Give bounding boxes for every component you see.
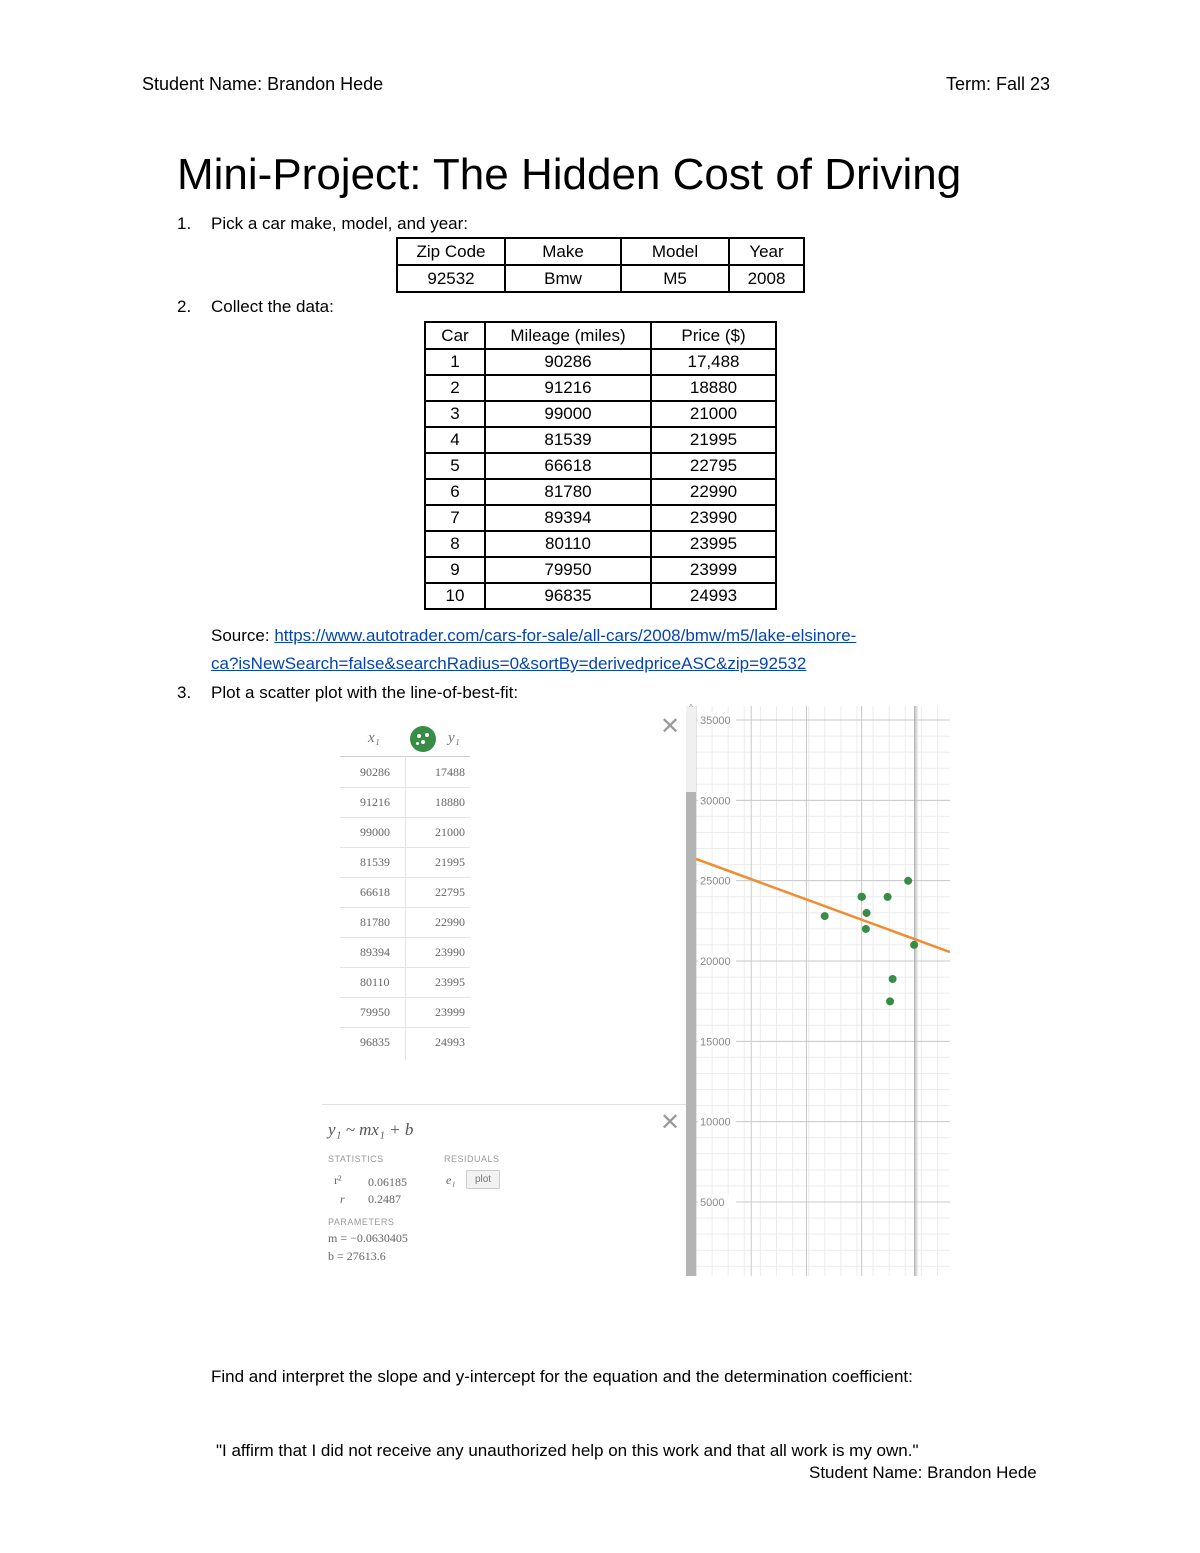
source-label: Source: bbox=[211, 626, 270, 645]
affirmation-statement: "I affirm that I did not receive any unauthorized help on this work and that all work is my own." bbox=[216, 1441, 919, 1460]
data-header: Price ($) bbox=[651, 322, 776, 349]
data-header: Mileage (miles) bbox=[485, 322, 651, 349]
scrollbar-thumb[interactable] bbox=[686, 792, 696, 1276]
point-style-icon[interactable] bbox=[410, 726, 436, 752]
desmos-table-row[interactable]: 90286 17488 bbox=[340, 757, 470, 788]
table-row bbox=[425, 531, 776, 557]
x-column-header: x₁ bbox=[368, 730, 380, 746]
source-line-1 bbox=[211, 626, 856, 646]
source-line-2 bbox=[211, 654, 806, 674]
table-row bbox=[425, 427, 776, 453]
mileage-cell: 99000 bbox=[485, 401, 651, 427]
desmos-table-row[interactable]: 81780 22990 bbox=[340, 907, 470, 938]
table-row bbox=[425, 583, 776, 609]
table-row bbox=[425, 401, 776, 427]
desmos-table-row[interactable]: 91216 18880 bbox=[340, 787, 470, 818]
table-row bbox=[425, 349, 776, 375]
regression-formula[interactable]: y₁ ~ mx₁ + b bbox=[328, 1120, 414, 1139]
car-cell: 7 bbox=[425, 505, 485, 531]
car-info-header: Make bbox=[505, 238, 621, 265]
step-1 bbox=[177, 214, 468, 234]
price-cell: 24993 bbox=[651, 583, 776, 609]
car-info-table bbox=[396, 237, 805, 293]
price-cell: 23990 bbox=[651, 505, 776, 531]
desmos-table-row[interactable]: 81539 21995 bbox=[340, 847, 470, 878]
car-info-header: Zip Code bbox=[397, 238, 505, 265]
y-tick-label: 15000 bbox=[700, 1036, 731, 1049]
car-cell: 1 bbox=[425, 349, 485, 375]
price-cell: 22795 bbox=[651, 453, 776, 479]
expression-divider bbox=[322, 1104, 686, 1105]
step-2-label: Collect the data: bbox=[211, 297, 334, 316]
data-point bbox=[886, 997, 894, 1005]
close-table-icon[interactable]: ✕ bbox=[660, 713, 681, 740]
parameters-label: PARAMETERS bbox=[328, 1217, 395, 1227]
y-tick-label: 35000 bbox=[700, 715, 731, 727]
best-fit-line bbox=[696, 859, 950, 952]
scroll-up-icon[interactable]: ^ bbox=[689, 703, 693, 712]
car-info-header: Model bbox=[621, 238, 729, 265]
mileage-cell: 90286 bbox=[485, 349, 651, 375]
desmos-table-row[interactable]: 66618 22795 bbox=[340, 877, 470, 908]
price-cell: 17,488 bbox=[651, 349, 776, 375]
mileage-cell: 79950 bbox=[485, 557, 651, 583]
step-2-number: 2. bbox=[177, 297, 192, 316]
slope-parameter: m = −0.0630405 bbox=[328, 1231, 408, 1245]
y-column-header: y₁ bbox=[448, 730, 460, 746]
table-row bbox=[425, 505, 776, 531]
r-squared-label: r² bbox=[334, 1173, 342, 1187]
y-tick-label: 30000 bbox=[700, 795, 731, 808]
data-point bbox=[884, 893, 892, 901]
car-info-value: 2008 bbox=[729, 265, 804, 292]
step-1-label: Pick a car make, model, and year: bbox=[211, 214, 469, 233]
residual-variable: e₁ bbox=[446, 1173, 456, 1187]
data-header: Car bbox=[425, 322, 485, 349]
desmos-expression-panel bbox=[322, 706, 686, 1272]
plot-residuals-button[interactable]: plot bbox=[466, 1170, 500, 1189]
table-row bbox=[425, 557, 776, 583]
data-point bbox=[889, 975, 897, 983]
page-title: Mini-Project: The Hidden Cost of Driving bbox=[177, 150, 962, 199]
table-row bbox=[425, 453, 776, 479]
r-value: 0.2487 bbox=[368, 1192, 401, 1206]
mileage-price-table bbox=[424, 321, 777, 610]
car-cell: 4 bbox=[425, 427, 485, 453]
car-cell: 9 bbox=[425, 557, 485, 583]
step-3-number: 3. bbox=[177, 683, 192, 702]
car-info-header: Year bbox=[729, 238, 804, 265]
step-3-label: Plot a scatter plot with the line-of-best-fit: bbox=[211, 683, 519, 702]
step-3 bbox=[177, 683, 518, 703]
car-cell: 2 bbox=[425, 375, 485, 401]
statistics-label: STATISTICS bbox=[328, 1154, 384, 1164]
car-cell: 5 bbox=[425, 453, 485, 479]
desmos-table-row[interactable]: 79950 23999 bbox=[340, 997, 470, 1028]
interpretation-question: Find and interpret the slope and y-intercept for the equation and the determination coefficient: bbox=[211, 1367, 913, 1386]
car-info-value: 92532 bbox=[397, 265, 505, 292]
mileage-cell: 89394 bbox=[485, 505, 651, 531]
intercept-parameter: b = 27613.6 bbox=[328, 1249, 386, 1263]
mileage-cell: 81780 bbox=[485, 479, 651, 505]
table-row bbox=[425, 375, 776, 401]
price-cell: 21000 bbox=[651, 401, 776, 427]
y-tick-label: 5000 bbox=[700, 1197, 725, 1209]
mileage-cell: 96835 bbox=[485, 583, 651, 609]
car-cell: 8 bbox=[425, 531, 485, 557]
term-header: Term: Fall 23 bbox=[946, 74, 1051, 94]
desmos-table-row[interactable]: 99000 21000 bbox=[340, 817, 470, 848]
source-link-continued[interactable]: ca?isNewSearch=false&searchRadius=0&sortBy=derivedpriceASC&zip=92532 bbox=[211, 654, 807, 673]
mileage-cell: 80110 bbox=[485, 531, 651, 557]
mileage-cell: 91216 bbox=[485, 375, 651, 401]
price-cell: 23995 bbox=[651, 531, 776, 557]
y-tick-label: 10000 bbox=[700, 1116, 731, 1129]
student-name-header: Student Name: Brandon Hede bbox=[142, 74, 384, 94]
car-cell: 10 bbox=[425, 583, 485, 609]
price-cell: 23999 bbox=[651, 557, 776, 583]
y-tick-label: 25000 bbox=[700, 875, 731, 888]
step-1-number: 1. bbox=[177, 214, 192, 233]
desmos-table-row[interactable]: 80110 23995 bbox=[340, 967, 470, 998]
car-info-value: Bmw bbox=[505, 265, 621, 292]
y-tick-label: 20000 bbox=[700, 956, 731, 968]
scatter-plot-graph[interactable] bbox=[696, 706, 950, 1276]
car-cell: 3 bbox=[425, 401, 485, 427]
r-label: r bbox=[340, 1192, 345, 1206]
desmos-table-row[interactable]: 89394 23990 bbox=[340, 937, 470, 968]
close-regression-icon[interactable]: ✕ bbox=[660, 1109, 681, 1136]
data-point bbox=[862, 925, 870, 933]
desmos-table-row[interactable]: 96835 24993 bbox=[360, 1035, 465, 1049]
signature-line: Student Name: Brandon Hede bbox=[809, 1463, 1037, 1482]
data-point bbox=[863, 909, 871, 917]
step-2 bbox=[177, 297, 334, 317]
price-cell: 21995 bbox=[651, 427, 776, 453]
r-squared-value: 0.06185 bbox=[368, 1175, 407, 1189]
data-point bbox=[858, 893, 866, 901]
table-row bbox=[425, 479, 776, 505]
mileage-cell: 66618 bbox=[485, 453, 651, 479]
data-point bbox=[910, 941, 918, 949]
mileage-cell: 81539 bbox=[485, 427, 651, 453]
car-info-value: M5 bbox=[621, 265, 729, 292]
residuals-label: RESIDUALS bbox=[444, 1154, 500, 1164]
price-cell: 22990 bbox=[651, 479, 776, 505]
data-point bbox=[821, 912, 829, 920]
car-cell: 6 bbox=[425, 479, 485, 505]
data-point bbox=[904, 877, 912, 885]
source-link[interactable]: https://www.autotrader.com/cars-for-sale/all-cars/2008/bmw/m5/lake-elsinore- bbox=[274, 626, 857, 645]
price-cell: 18880 bbox=[651, 375, 776, 401]
